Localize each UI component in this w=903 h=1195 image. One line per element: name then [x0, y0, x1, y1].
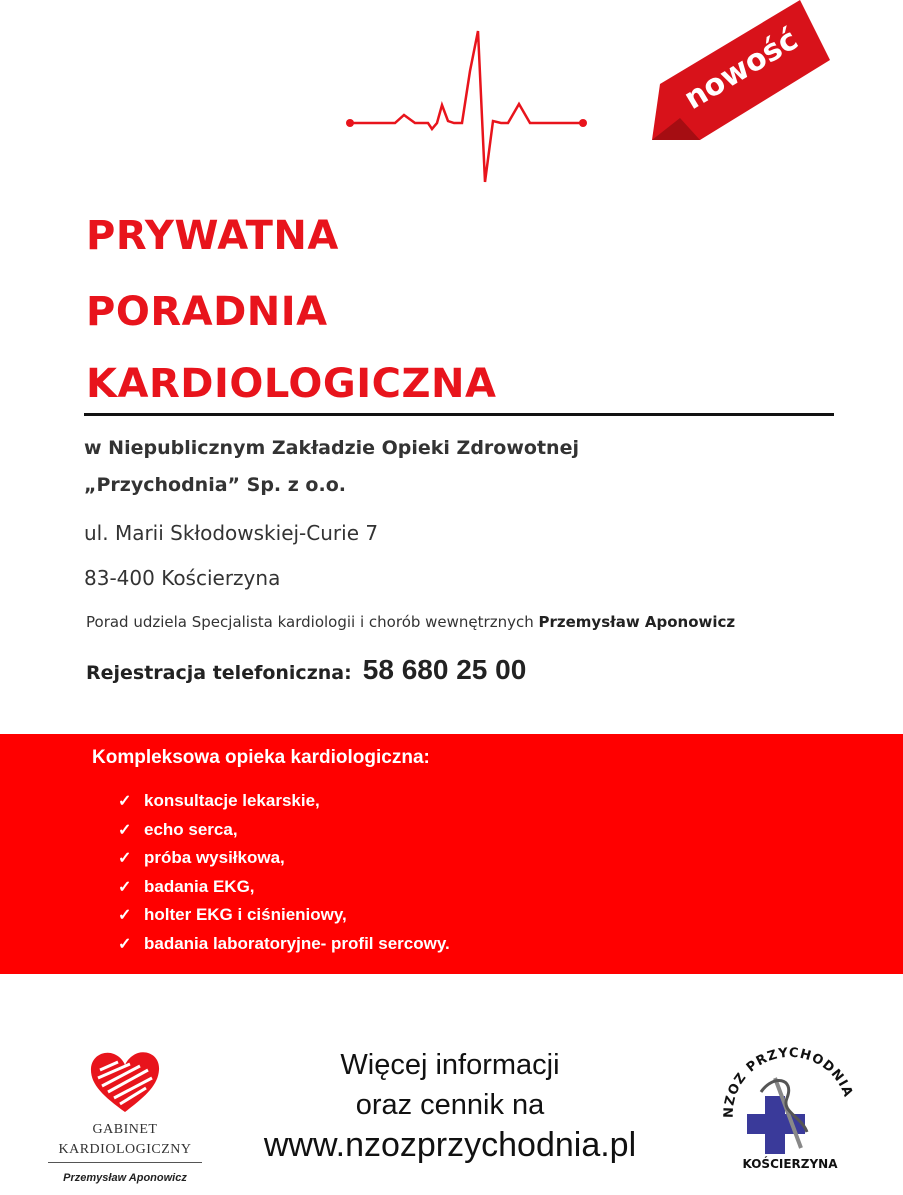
specialist-text: Porad udziela Specjalista kardiologii i chorób wewnętrznych [86, 613, 534, 631]
service-label: holter EKG i ciśnieniowy, [144, 905, 347, 924]
title-line-3: KARDIOLOGICZNA [86, 361, 497, 407]
ecg-heartbeat-graphic [340, 25, 590, 187]
check-icon: ✓ [118, 793, 132, 810]
more-info-line-2: oraz cennik na [355, 1089, 545, 1121]
title-line-1: PRYWATNA [86, 213, 339, 259]
registration-phone: 58 680 25 00 [362, 654, 527, 685]
list-item [118, 873, 450, 902]
gabinet-kardiologiczny-logo [40, 1050, 210, 1190]
list-item [118, 930, 450, 959]
services-list [118, 787, 450, 958]
more-info-line-1: Więcej informacji [340, 1049, 560, 1081]
list-item [118, 787, 450, 816]
services-heading: Kompleksowa opieka kardiologiczna: [92, 747, 430, 768]
registration-label: Rejestracja telefoniczna: [86, 662, 352, 684]
address-city: 83-400 Kościerzyna [84, 566, 281, 590]
service-label: konsultacje lekarskie, [144, 791, 320, 810]
nzoz-city: KOŚCIERZYNA [742, 1157, 838, 1171]
check-icon: ✓ [118, 907, 132, 924]
gabinet-line-1: GABINET [92, 1122, 158, 1137]
website-link[interactable]: www.nzozprzychodnia.pl [263, 1126, 637, 1164]
check-icon: ✓ [118, 878, 132, 896]
list-item [118, 844, 450, 873]
check-icon: ✓ [118, 821, 132, 839]
medical-cross-icon [747, 1096, 805, 1154]
specialist-name: Przemysław Aponowicz [538, 613, 736, 631]
service-label: próba wysiłkowa, [144, 848, 285, 867]
institution-line-1: w Niepublicznym Zakładzie Opieki Zdrowotnej [84, 437, 579, 459]
address-street: ul. Marii Skłodowskiej-Curie 7 [84, 521, 379, 545]
service-label: badania EKG, [144, 876, 255, 896]
title-divider [84, 413, 834, 416]
check-icon: ✓ [118, 850, 132, 867]
check-icon: ✓ [118, 935, 132, 953]
title-line-2: PORADNIA [86, 289, 328, 335]
specialist-info [86, 611, 735, 633]
list-item [118, 816, 450, 845]
gabinet-divider [48, 1162, 202, 1163]
service-label: echo serca, [144, 819, 238, 839]
institution-line-2: „Przychodnia” Sp. z o.o. [84, 474, 346, 496]
service-label: badania laboratoryjne- profil sercowy. [144, 933, 450, 953]
gabinet-author: Przemysław Aponowicz [63, 1172, 187, 1184]
gabinet-line-2: KARDIOLOGICZNY [58, 1142, 192, 1157]
new-badge-ribbon [640, 0, 870, 150]
new-badge-label: nowość [678, 21, 805, 117]
list-item [118, 901, 450, 930]
registration-row [86, 650, 526, 694]
heart-icon [88, 1050, 162, 1116]
nzoz-arc-text: NZOZ PRZYCHODNIA [721, 1045, 856, 1119]
nzoz-przychodnia-logo [715, 1040, 865, 1180]
more-info-block [230, 1045, 670, 1165]
